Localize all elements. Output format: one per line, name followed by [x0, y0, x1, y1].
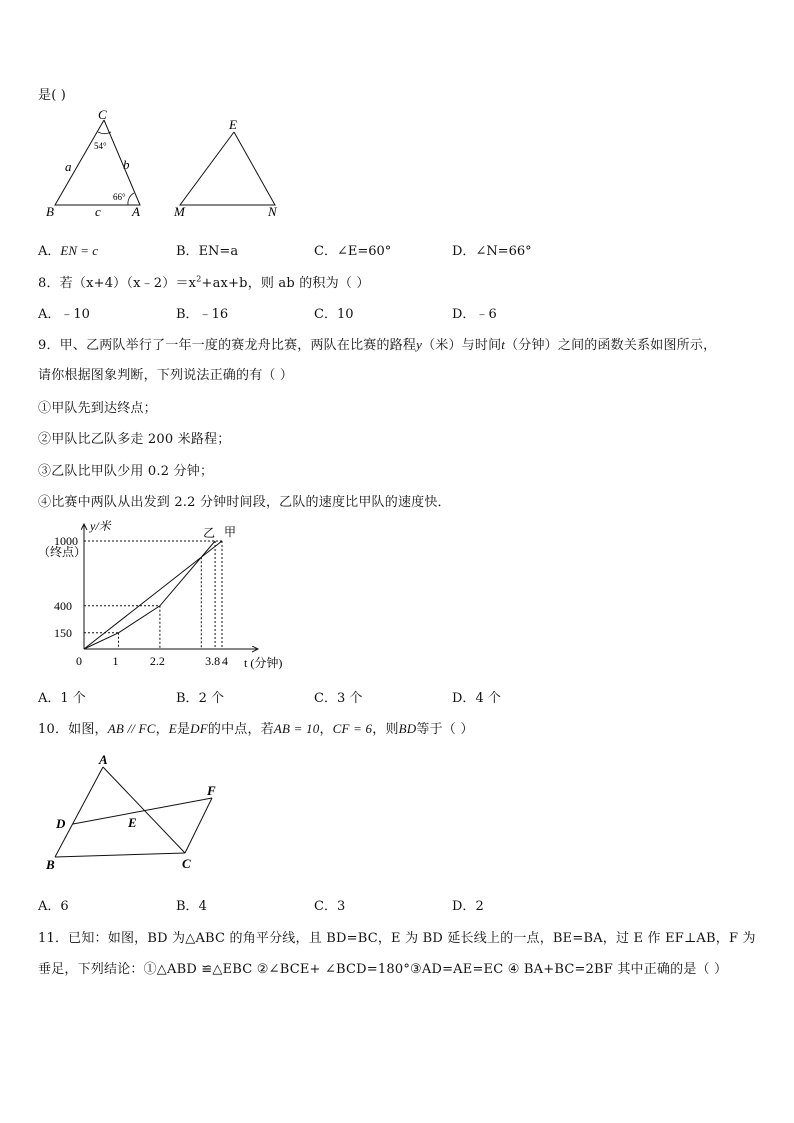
q9-stem-line1: 9．甲、乙两队举行了一年一度的赛龙舟比赛，两队在比赛的路程y（米）与时间t（分钟）之间的函数关系如图所示， [38, 337, 717, 353]
q7-label-a-side: a [65, 159, 72, 174]
q10-option-a: A．6 [38, 899, 69, 914]
q9-end-label: （终点） [38, 545, 87, 559]
q10-stem: 10．如图，AB // FC，E是DF的中点，若AB = 10，CF = 6，则BD等于（ ） [38, 721, 474, 737]
q10-option-c: C．3 [314, 899, 346, 914]
q7-option-c: C．∠E=60° [314, 244, 392, 259]
q9-series-label-jia: 甲 [224, 525, 237, 539]
q9-option-b: B．2 个 [176, 691, 224, 706]
q10-label-b: B [46, 857, 55, 872]
q8-option-c: C．10 [314, 307, 354, 322]
q10-label-a: A [99, 752, 108, 767]
q7-option-d: D．∠N=66° [452, 244, 532, 259]
q8-option-d: D．﹣6 [452, 307, 497, 322]
q9-y-tick-label: 150 [54, 625, 72, 640]
q9-x-tick-label: 2.2 [149, 654, 165, 668]
q9-option-c: C．3 个 [314, 691, 363, 706]
q9-statement-1: ①甲队先到达终点； [38, 401, 157, 416]
q10-label-e: E [128, 815, 137, 830]
q9-x-tick-label: 1 [112, 654, 119, 668]
q7-angle-a: 66° [113, 192, 126, 202]
q9-statement-2: ②甲队比乙队多走 200 米路程； [38, 432, 231, 447]
q10-option-d: D．2 [452, 899, 484, 914]
q9-y-axis-label: y/米 [90, 519, 111, 533]
q7-angle-c: 54° [94, 141, 107, 151]
q11-stem-line1: 11．已知：如图，BD 为△ABC 的角平分线，且 BD=BC，E 为 BD 延长线上的一点，BE=BA，过 E 作 EF⊥AB，F 为 [38, 931, 756, 946]
q7-triangle-abc [40, 108, 160, 220]
q10-label-f: F [207, 783, 216, 798]
q7-label-e: E [229, 117, 237, 132]
q7-label-b-side: b [123, 157, 130, 172]
q9-series-label-yi: 乙 [203, 526, 216, 540]
q9-y-tick-label: 400 [54, 598, 72, 613]
q7-label-n: N [268, 204, 277, 219]
q9-statement-3: ③乙队比甲队少用 0.2 分钟； [38, 464, 214, 479]
q9-x-tick-label: 4 [222, 654, 228, 668]
q10-option-b: B．4 [176, 899, 207, 914]
q7-option-a: A．EN = c [38, 243, 99, 259]
q8-option-a: A．﹣10 [38, 307, 90, 322]
q7-stem-tail: 是( ) [38, 88, 67, 103]
q7-label-m: M [174, 204, 185, 219]
q9-distance-time-graph [38, 516, 308, 676]
q9-stem-line2: 请你根据图象判断，下列说法正确的有（ ） [38, 368, 294, 383]
q7-label-c: C [98, 107, 107, 122]
q10-figure [40, 752, 230, 874]
q10-label-d: D [56, 816, 66, 831]
q8-option-b: B．﹣16 [176, 307, 229, 322]
q9-series-line-yi [84, 541, 215, 649]
q7-label-a: A [132, 204, 140, 219]
q11-stem-line2: 垂足，下列结论：①△ABD ≌△EBC ②∠BCE+ ∠BCD=180°③AD=AE=EC ④ BA+BC=2BF 其中正确的是（ ） [38, 962, 728, 977]
q9-origin-label: 0 [76, 654, 82, 668]
q9-x-axis-label: t (分钟) [244, 656, 283, 670]
q7-label-b: B [46, 204, 54, 219]
q7-triangle-emn [168, 116, 288, 220]
q9-x-tick-label: 3.8 [205, 654, 221, 668]
q7-label-c-side: c [95, 204, 101, 219]
q10-label-c: C [182, 856, 191, 871]
q9-option-d: D．4 个 [452, 691, 501, 706]
q8-stem: 8．若$(x+4)(x﹣2)=x^2+ax+b$，则 ab 的积为（ ） [38, 274, 370, 291]
q7-option-b: B．EN=a [176, 244, 239, 259]
q9-option-a: A．1 个 [38, 691, 86, 706]
q9-y-tick-label: 1000 [54, 534, 78, 548]
q9-statement-4: ④比赛中两队从出发到 2.2 分钟时间段，乙队的速度比甲队的速度快． [38, 495, 451, 510]
